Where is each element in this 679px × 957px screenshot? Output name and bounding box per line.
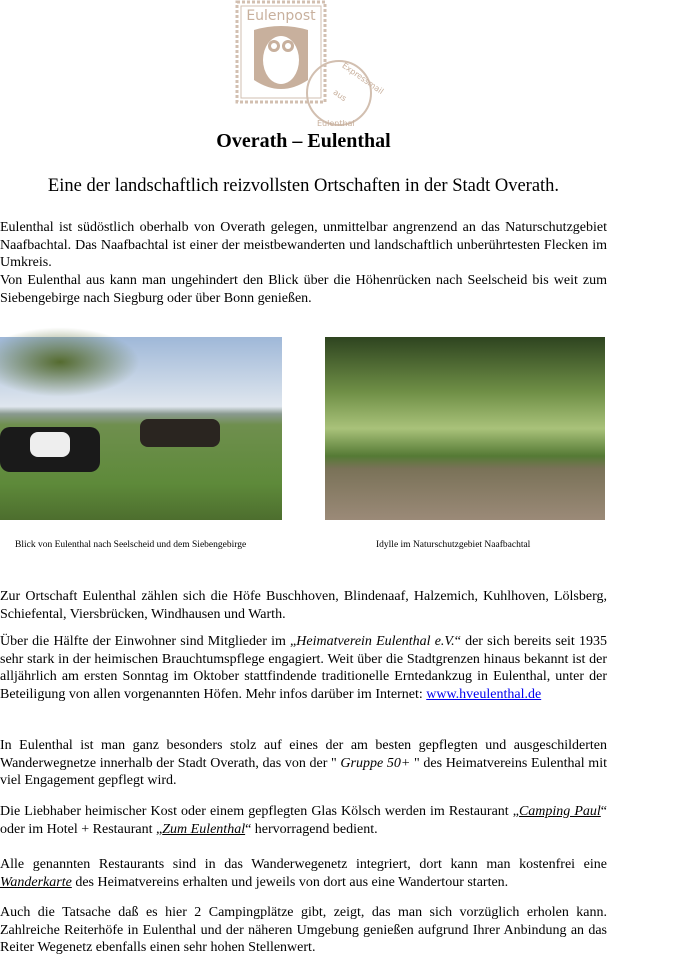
- page-subtitle: Eine der landschaftlich reizvollsten Ortschaften in der Stadt Overath.: [47, 176, 560, 196]
- intro-paragraph-2: Von Eulenthal aus kann man ungehindert den Blick über die Höhenrücken nach Seelscheid bis weit zum Siebengebirge nach Siegburg oder über Bonn genießen.: [0, 273, 607, 306]
- hveulenthal-link[interactable]: www.hveulenthal.de: [426, 686, 542, 702]
- page-title: Overath – Eulenthal: [216, 130, 391, 152]
- paragraph-wanderwege: In Eulenthal ist man ganz besonders stolz auf eines der am besten gepflegten und ausgeschilderten Wanderwegnetze innerhalb der Stadt Overath, das von der " Gruppe 50+ " des Heimatvereins Eulenthal mit viel Engagement gepflegt wird.: [0, 738, 607, 788]
- caption-cows: Blick von Eulenthal nach Seelscheid und dem Siebengebirge: [15, 540, 247, 550]
- eulenpost-logo: [234, 0, 386, 132]
- paragraph-farms: Zur Ortschaft Eulenthal zählen sich die Höfe Buschhoven, Blindenaaf, Halzemich, Kuhlhoven, Lölsberg, Schiefental, Viersbrücken, Windhausen und Warth.: [0, 589, 607, 622]
- paragraph-wanderkarte: Alle genannten Restaurants sind in das Wanderwegenetz integriert, dort kann man kostenfrei eine Wanderkarte des Heimatvereins erhalten und jeweils von dort aus eine Wandertour starten.: [0, 857, 607, 890]
- camping-paul-link[interactable]: Camping Paul: [518, 804, 601, 819]
- postmark-bottom: Eulenthal: [317, 119, 355, 128]
- paragraph-camping: Auch die Tatsache daß es hier 2 Campingplätze gibt, zeigt, das man sich vorzüglich erholen kann. Zahlreiche Reiterhöfe in Eulenthal und der näheren Umgebung genießen aufgrund Ihrer Anbindung an das Reiter Wegenetz ebenfalls einen sehr hohen Stellenwert.: [0, 905, 607, 955]
- caption-stream: Idylle im Naturschutzgebiet Naafbachtal: [376, 540, 531, 550]
- photo-cows-landscape: [0, 337, 282, 520]
- photo-naafbachtal-stream: [325, 337, 605, 520]
- paragraph-restaurants: Die Liebhaber heimischer Kost oder einem gepflegten Glas Kölsch werden im Restaurant „Camping Paul“ oder im Hotel + Restaurant „Zum Eulenthal“ hervorragend bedient.: [0, 804, 607, 837]
- postmark-top: Expressmail: [340, 60, 386, 97]
- paragraph-heimatverein: Über die Hälfte der Einwohner sind Mitglieder im „Heimatverein Eulenthal e.V.“ der sich bereits seit 1935 sehr stark in der heimischen Brauchtumspflege engagiert. Weit über die Stadtgrenzen hinaus bekannt ist der alljährlich am ersten Sonntag im Oktober stattfindende traditionelle Erntedankzug in Eulenthal, unter der Beteiligung von allen vorgenannten Höfen. Mehr infos darüber im Internet: www.hveulenthal.de: [0, 634, 607, 702]
- intro-paragraph-1: Eulenthal ist südöstlich oberhalb von Overath gelegen, unmittelbar angrenzend an das Naturschutzgebiet Naafbachtal. Das Naafbachtal ist einer der meistbewanderten und landschaftlich unberührtesten Flecken im Umkreis.: [0, 220, 607, 270]
- logo-title: Eulenpost: [246, 8, 316, 24]
- postmark-middle: aus: [331, 87, 349, 104]
- zum-eulenthal-link[interactable]: Zum Eulenthal: [162, 821, 246, 837]
- heimatverein-name: Heimatverein Eulenthal e.V.: [296, 634, 455, 649]
- group-name: Gruppe 50+: [340, 755, 411, 771]
- wanderkarte-link[interactable]: Wanderkarte: [0, 874, 72, 890]
